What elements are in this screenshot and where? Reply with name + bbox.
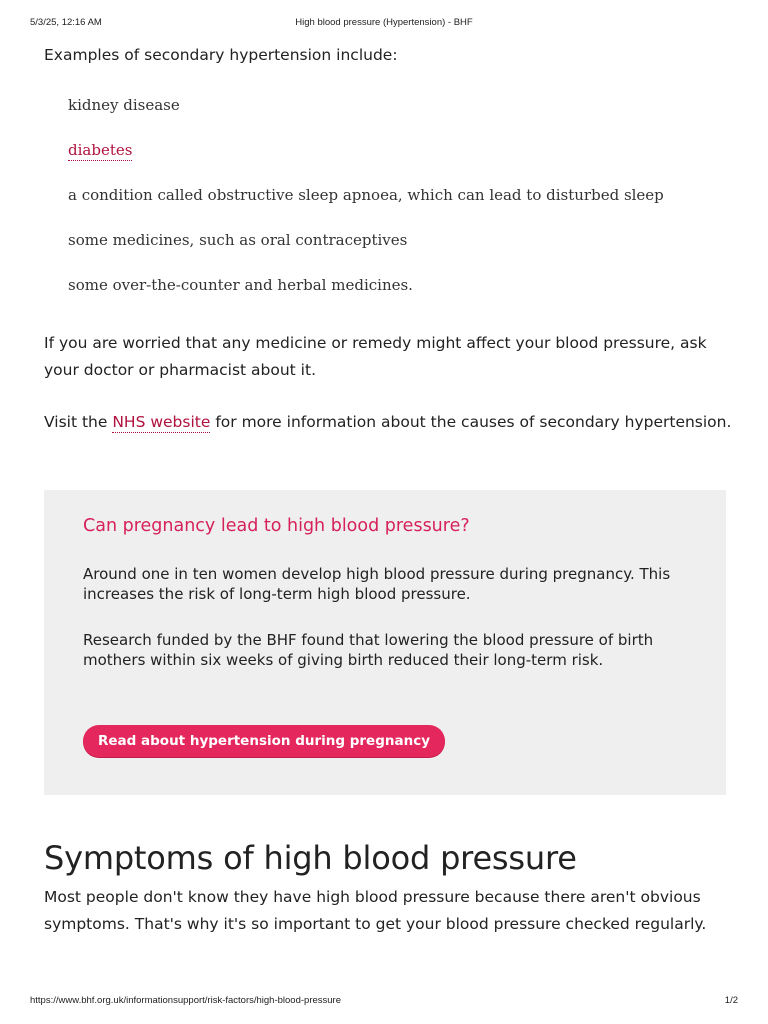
list-item (68, 184, 664, 229)
list-item (68, 139, 664, 184)
diabetes-link[interactable]: diabetes (68, 141, 133, 159)
print-page-title: High blood pressure (Hypertension) - BHF (295, 17, 473, 28)
print-datetime: 5/3/25, 12:16 AM (30, 17, 102, 28)
print-page-number: 1/2 (724, 995, 738, 1006)
secondary-causes-list (68, 94, 664, 319)
list-item-text: a condition called obstructive sleep apnoea, which can lead to disturbed sleep (68, 186, 664, 204)
print-footer (0, 995, 768, 1009)
callout-paragraph-1: Around one in ten women develop high blood pressure during pregnancy. This increases the risk of long-term high blood pressure. (83, 565, 671, 603)
list-item-text: some medicines, such as oral contraceptives (68, 231, 408, 249)
nhs-paragraph-before: Visit the (44, 413, 113, 431)
print-header (0, 17, 768, 31)
symptoms-paragraph: Most people don't know they have high blood pressure because there aren't obvious symptoms. That's why it's so important to get your blood pressure checked regularly. (44, 888, 707, 933)
list-item-text: kidney disease (68, 96, 180, 114)
list-item (68, 94, 664, 139)
nhs-website-link[interactable]: NHS website (112, 413, 211, 431)
callout-paragraph-2: Research funded by the BHF found that lowering the blood pressure of birth mothers within six weeks of giving birth reduced their long-term risk. (83, 631, 654, 669)
pregnancy-callout (44, 490, 726, 795)
secondary-hypertension-intro: Examples of secondary hypertension include: (44, 46, 398, 64)
medicine-advice-paragraph: If you are worried that any medicine or remedy might affect your blood pressure, ask your doctor or pharmacist about it. (44, 334, 707, 379)
nhs-paragraph-after: for more information about the causes of secondary hypertension. (210, 413, 732, 431)
read-pregnancy-hypertension-button[interactable]: Read about hypertension during pregnancy (83, 725, 445, 757)
symptoms-heading: Symptoms of high blood pressure (44, 839, 577, 877)
nhs-paragraph (44, 409, 734, 436)
list-item-text: some over-the-counter and herbal medicines. (68, 276, 413, 294)
print-url: https://www.bhf.org.uk/informationsupport/risk-factors/high-blood-pressure (30, 995, 341, 1006)
callout-heading: Can pregnancy lead to high blood pressure? (83, 516, 470, 536)
list-item (68, 229, 664, 274)
list-item (68, 274, 664, 319)
